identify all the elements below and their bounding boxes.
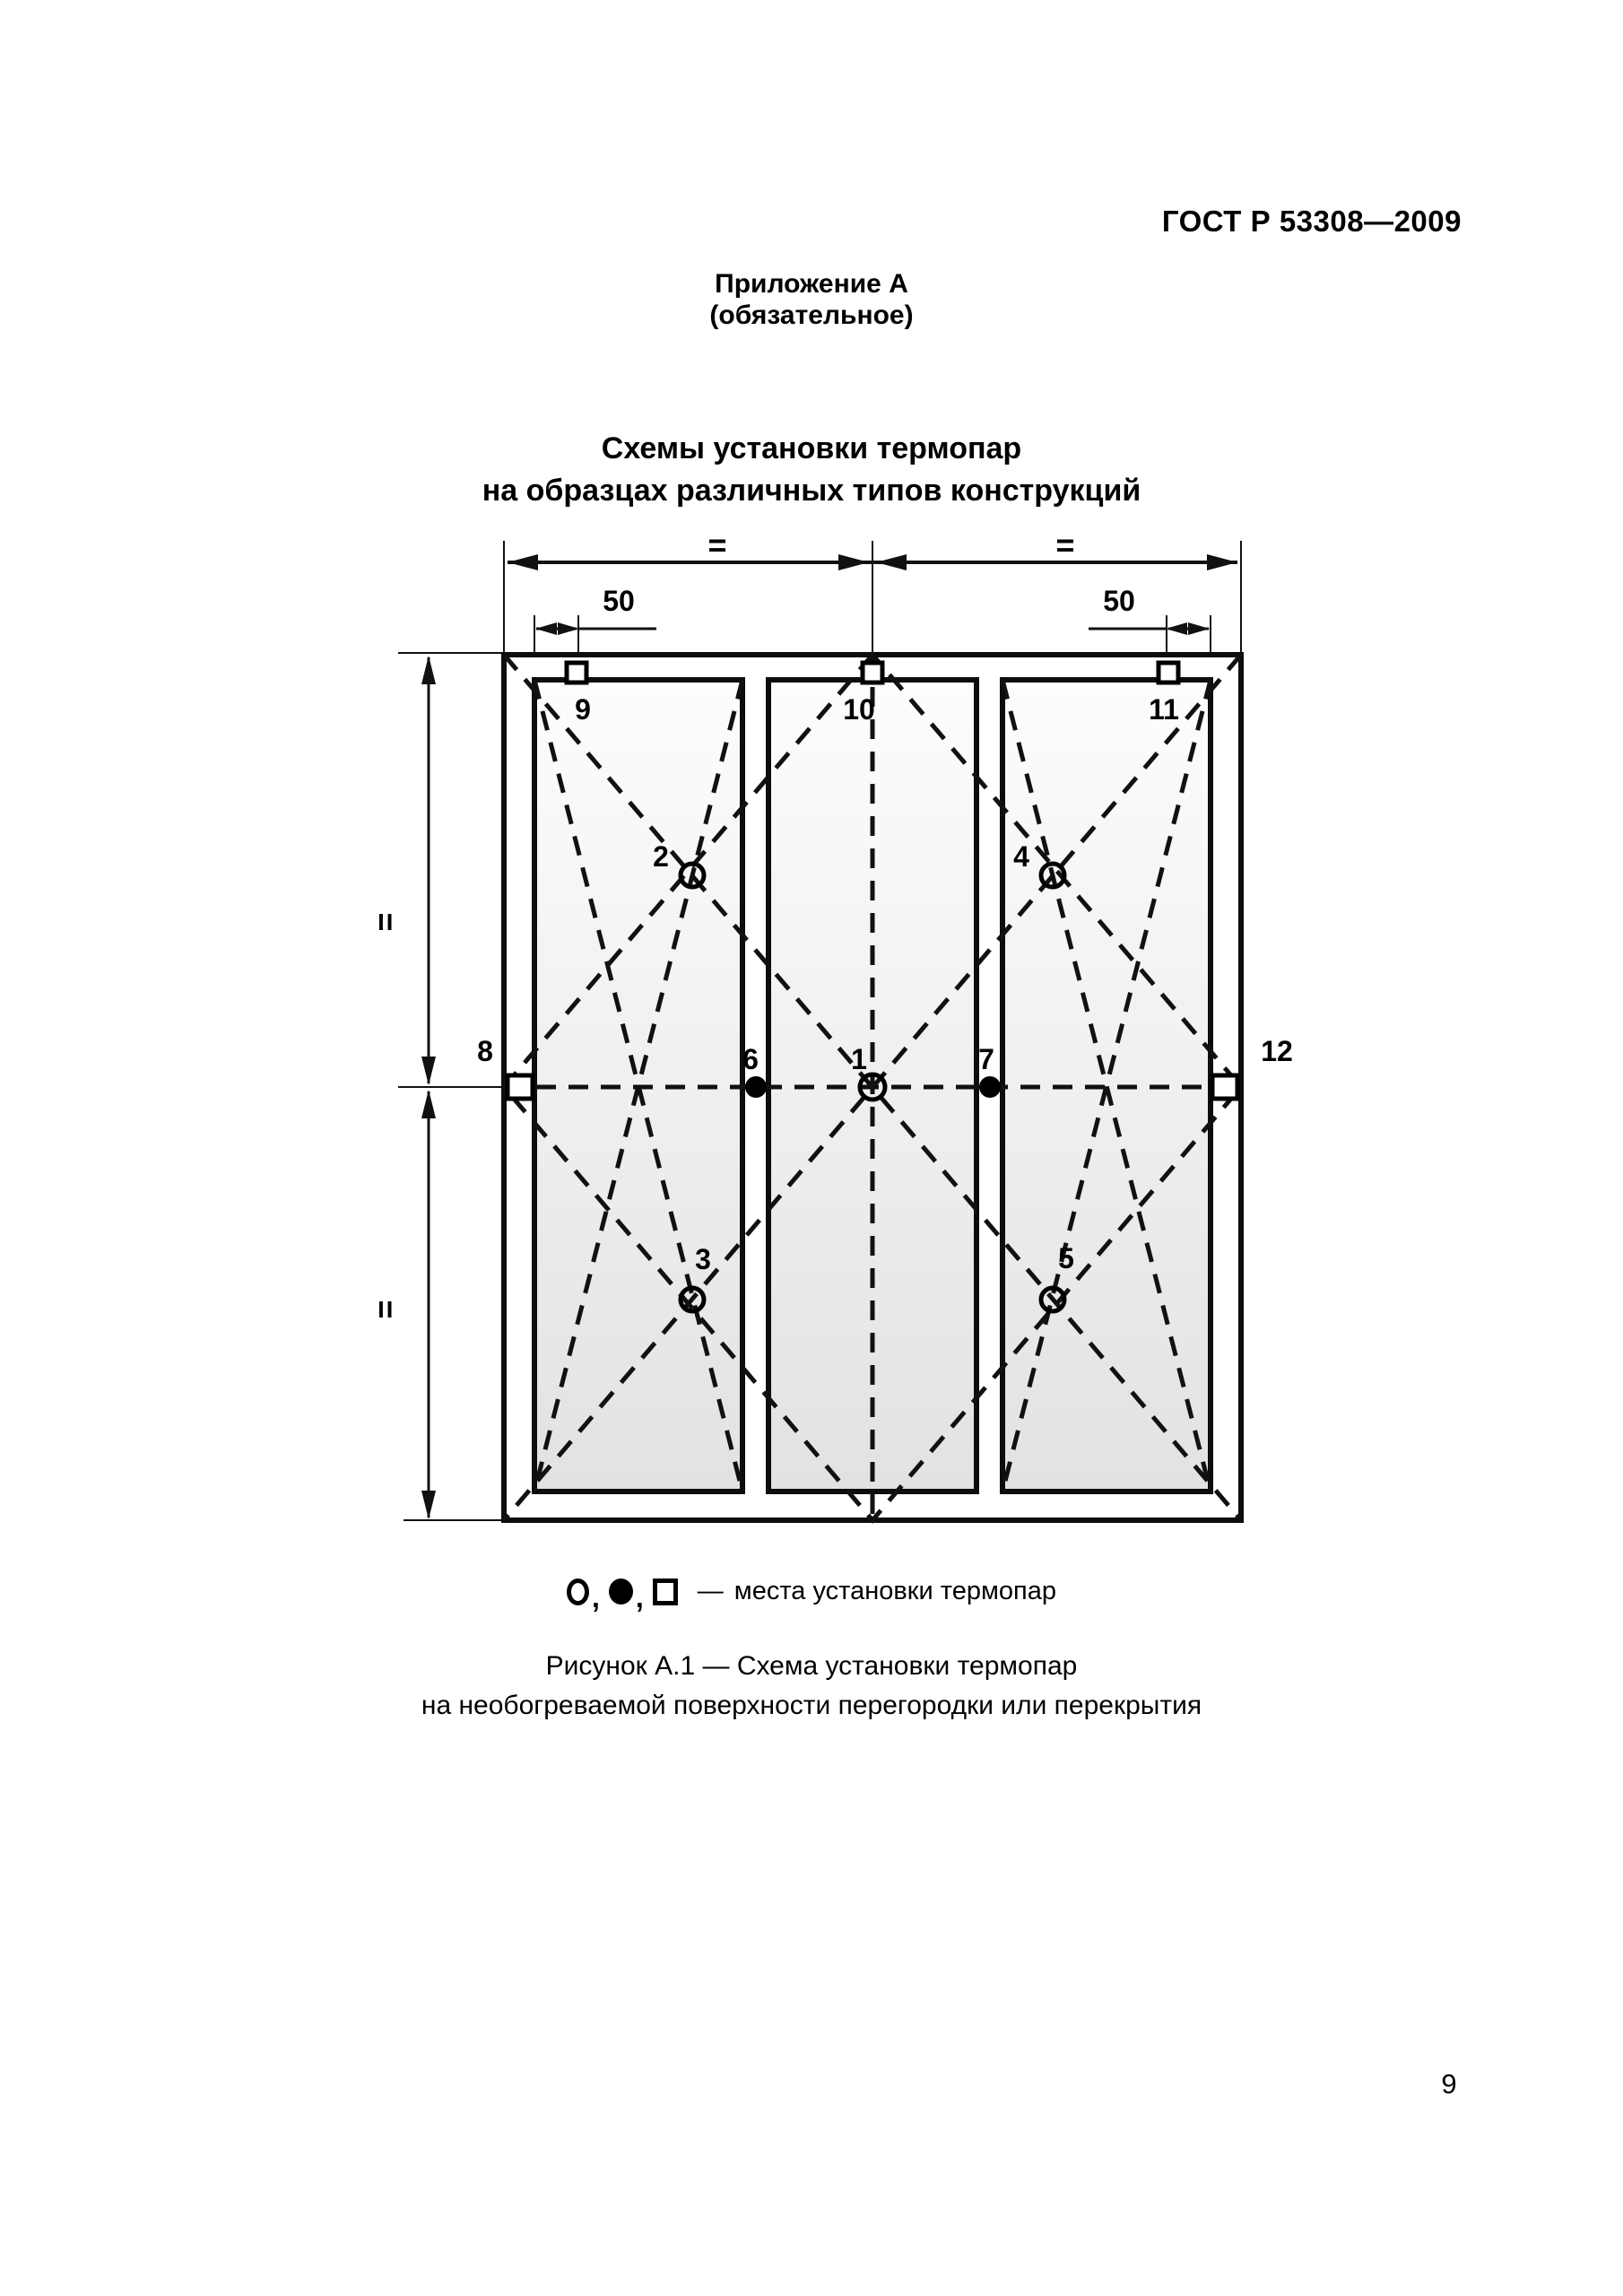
point-label-1: 1 [851, 1043, 867, 1075]
point-label-6: 6 [742, 1043, 759, 1075]
thermocouple-point-10 [863, 663, 882, 683]
arrowhead-50r-left-icon [1166, 622, 1187, 635]
equal-label-left-lower: = [368, 1300, 404, 1319]
point-label-5: 5 [1058, 1242, 1074, 1274]
figure-caption-line1: Рисунок А.1 — Схема установки термопар [545, 1651, 1078, 1681]
dim-50-left-label: 50 [603, 585, 635, 617]
equal-label-left-upper: = [368, 912, 404, 932]
arrowhead-vl-bottom-icon [421, 1491, 436, 1519]
legend-comma-2: , [635, 1581, 644, 1613]
legend-comma-1: , [592, 1581, 600, 1613]
point-label-11: 11 [1149, 693, 1179, 726]
arrowhead-50l-right-icon [558, 622, 579, 635]
appendix-subtitle: (обязательное) [709, 300, 914, 330]
thermocouple-point-12 [1212, 1075, 1237, 1099]
filled-circle-icon [609, 1578, 633, 1605]
open-circle-icon [567, 1578, 589, 1605]
thermocouple-point-11 [1159, 663, 1178, 683]
thermocouple-point-9 [567, 663, 586, 683]
legend [0, 1575, 1623, 1613]
appendix-title: Приложение А [715, 269, 908, 299]
point-label-12: 12 [1261, 1035, 1293, 1067]
arrowhead-vu-bottom-icon [421, 1057, 436, 1085]
point-label-4: 4 [1013, 840, 1029, 873]
arrowhead-50l-left-icon [535, 622, 557, 635]
equal-label-top-left: = [707, 526, 727, 563]
legend-dash: — [697, 1577, 724, 1605]
section-title-line1: Схемы установки термопар [601, 431, 1022, 465]
arrowhead-right-icon [1207, 554, 1237, 570]
page-number: 9 [1441, 2068, 1457, 2100]
thermocouple-point-8 [508, 1075, 533, 1099]
arrowhead-left-icon [508, 554, 538, 570]
legend-label: места установки термопар [733, 1577, 1056, 1605]
figure-caption [0, 1647, 1623, 1726]
point-label-10: 10 [843, 693, 875, 726]
point-label-3: 3 [695, 1243, 711, 1275]
point-label-8: 8 [477, 1035, 493, 1067]
thermocouple-point-6 [745, 1076, 767, 1098]
point-label-7: 7 [978, 1043, 994, 1075]
doc-header: ГОСТ Р 53308—2009 [1161, 204, 1462, 238]
figure-caption-line2: на необогреваемой поверхности перегородки или перекрытия [421, 1691, 1202, 1720]
equal-label-top-right: = [1055, 526, 1075, 563]
open-square-icon [653, 1578, 678, 1605]
arrowhead-vl-top-icon [421, 1090, 436, 1118]
point-label-2: 2 [653, 840, 669, 873]
arrowhead-vu-top-icon [421, 656, 436, 684]
arrowhead-50r-right-icon [1188, 622, 1210, 635]
dim-50-right-label: 50 [1103, 585, 1135, 617]
section-title-line2: на образцах различных типов конструкций [482, 474, 1141, 508]
thermocouple-point-7 [979, 1076, 1001, 1098]
arrowhead-center-right-icon [838, 554, 869, 570]
point-label-9: 9 [575, 693, 591, 726]
arrowhead-center-left-icon [876, 554, 907, 570]
